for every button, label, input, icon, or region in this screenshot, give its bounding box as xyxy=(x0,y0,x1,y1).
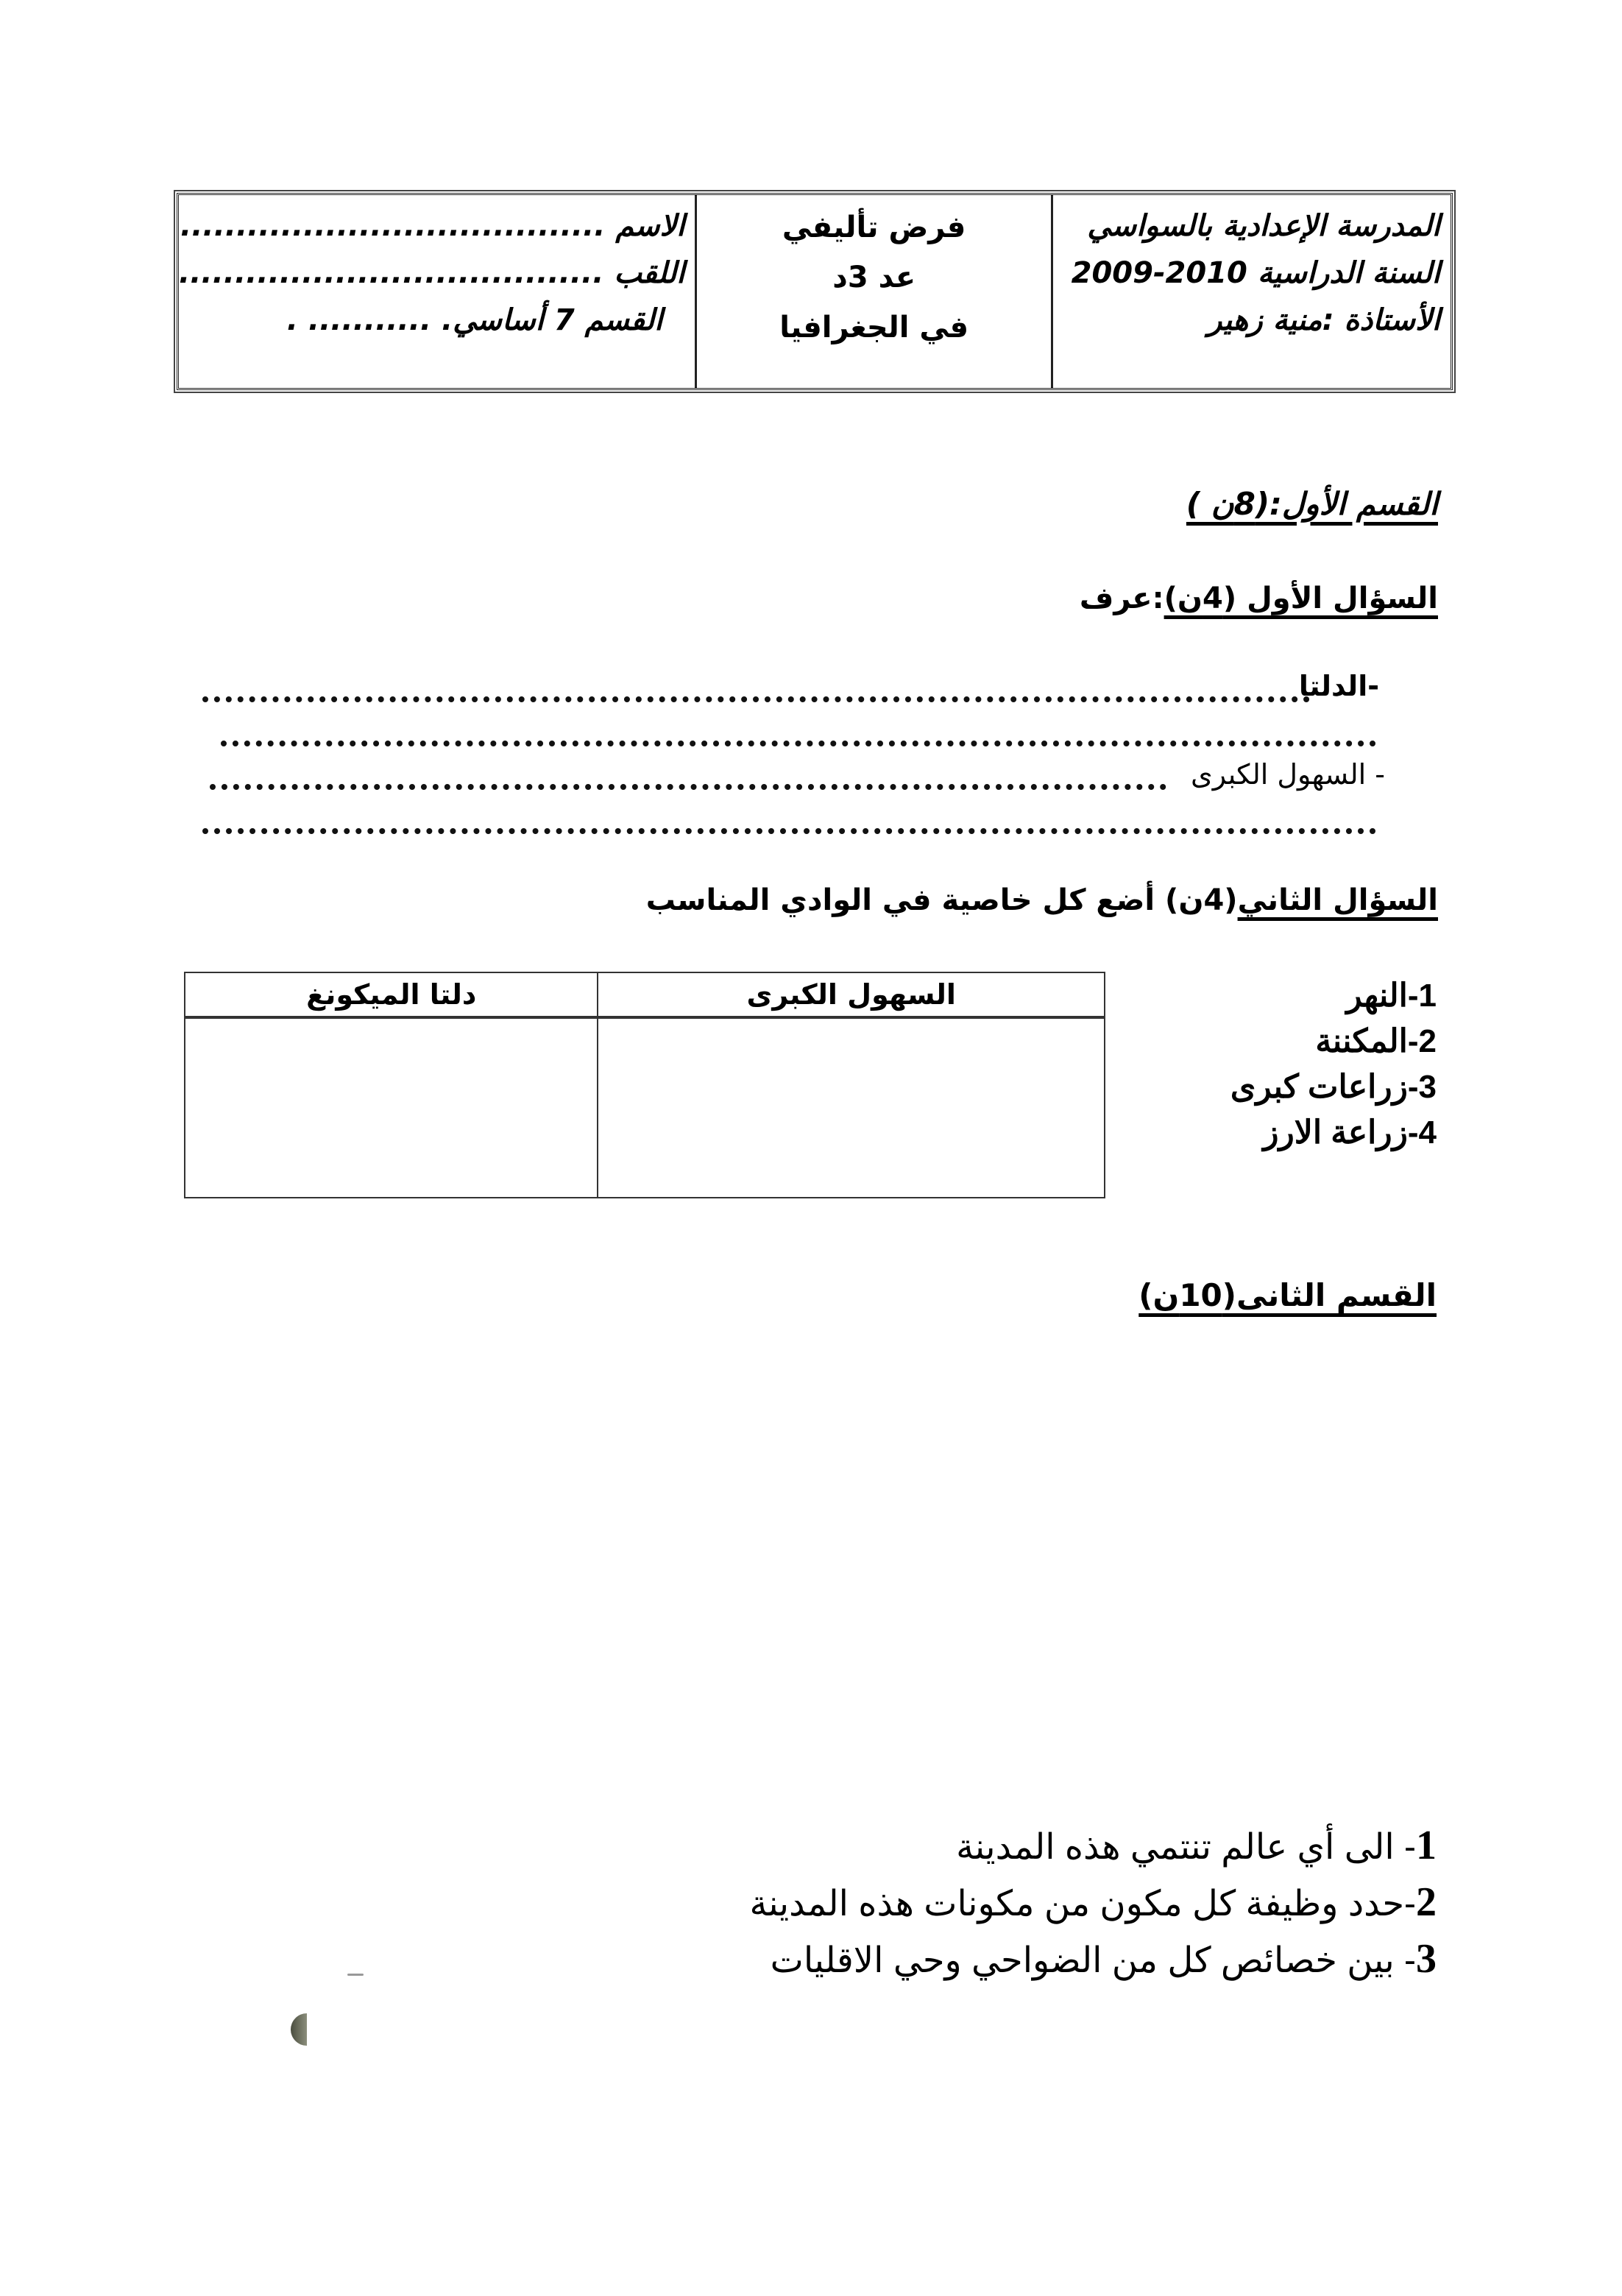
answer-line[interactable] xyxy=(210,784,1166,790)
student-name-label: الاسم xyxy=(615,209,685,243)
question-number: 2 xyxy=(1416,1879,1437,1925)
student-class-dots: ........... . xyxy=(286,303,432,337)
characteristics-list xyxy=(1230,973,1437,1156)
question-text: - الى أي عالم تنتمي هذه المدينة xyxy=(956,1828,1416,1867)
school-year xyxy=(1053,250,1440,297)
school-info-cell xyxy=(1051,195,1451,388)
part2-title-text: القسم الثانى(10ن) xyxy=(1138,1277,1437,1313)
question-text: - بين خصائص كل من الضواحي وحي الاقليات xyxy=(770,1941,1416,1980)
term-delta: -الدلتا xyxy=(1298,670,1379,702)
part2-questions xyxy=(749,1818,1437,1988)
list-item: 1-النهر xyxy=(1346,978,1437,1014)
student-surname-field[interactable] xyxy=(179,250,684,297)
part2-title xyxy=(1138,1277,1437,1313)
student-surname-dots: ...................................... xyxy=(179,256,604,290)
exam-number: عد 3د xyxy=(832,261,916,294)
list-item: 3-زراعات كبرى xyxy=(1230,1069,1437,1105)
school-year-label: السنة الدراسية xyxy=(1257,256,1440,290)
exam-header-table xyxy=(177,193,1453,390)
answer-line[interactable] xyxy=(202,696,1310,702)
school-name: المدرسة الإعدادية بالسواسي xyxy=(1087,209,1440,243)
question-item xyxy=(749,1932,1437,1988)
list-item: 4-زراعة الارز xyxy=(1263,1115,1437,1151)
scan-artifact xyxy=(347,1974,364,1976)
q1-instruction: :عرف xyxy=(1079,582,1164,615)
image-fragment xyxy=(291,2013,307,2046)
exam-type: فرض تأليفي xyxy=(782,211,966,244)
student-surname-label: اللقب xyxy=(614,256,685,290)
term-great-plains: - السهول الكبرى xyxy=(1191,758,1385,791)
answer-line[interactable] xyxy=(221,741,1376,746)
answer-line[interactable] xyxy=(202,828,1376,834)
question-number: 3 xyxy=(1416,1936,1437,1982)
exam-title-cell xyxy=(695,195,1050,388)
q2-instruction: (4ن) أضع كل خاصية في الوادي المناسب xyxy=(645,883,1238,917)
teacher-name: الأستاذة :منية زهير xyxy=(1208,303,1440,337)
q2-title: السؤال الثاني xyxy=(1237,883,1438,917)
table-header-great-plains: السهول الكبرى xyxy=(598,972,1105,1017)
student-name-field[interactable] xyxy=(179,202,684,250)
part1-title xyxy=(1186,486,1438,522)
answer-cell-mekong-delta[interactable] xyxy=(185,1017,598,1198)
list-item: 2-المكننة xyxy=(1315,1023,1437,1059)
student-class-field[interactable] xyxy=(179,297,684,344)
exam-subject: في الجغرافيا xyxy=(779,311,969,345)
school-year-value: 2010-2009 xyxy=(1071,256,1247,290)
student-class-label: القسم 7 أساسي. xyxy=(442,303,663,337)
classification-table xyxy=(184,972,1105,1198)
q2-heading xyxy=(646,883,1438,917)
question-text: -حدد وظيفة كل مكون من مكونات هذه المدينة xyxy=(749,1885,1416,1924)
question-number: 1 xyxy=(1416,1823,1437,1868)
q1-heading xyxy=(1080,582,1438,615)
q1-title: السؤال الأول (4ن) xyxy=(1164,582,1438,615)
table-header-mekong-delta: دلتا الميكونغ xyxy=(185,972,598,1017)
question-item xyxy=(749,1818,1437,1875)
student-name-dots: ...................................... xyxy=(180,209,606,243)
part1-title-text: القسم الأول:(8ن ) xyxy=(1186,486,1438,522)
question-item xyxy=(749,1875,1437,1932)
answer-cell-great-plains[interactable] xyxy=(598,1017,1105,1198)
student-info-cell xyxy=(179,195,695,388)
